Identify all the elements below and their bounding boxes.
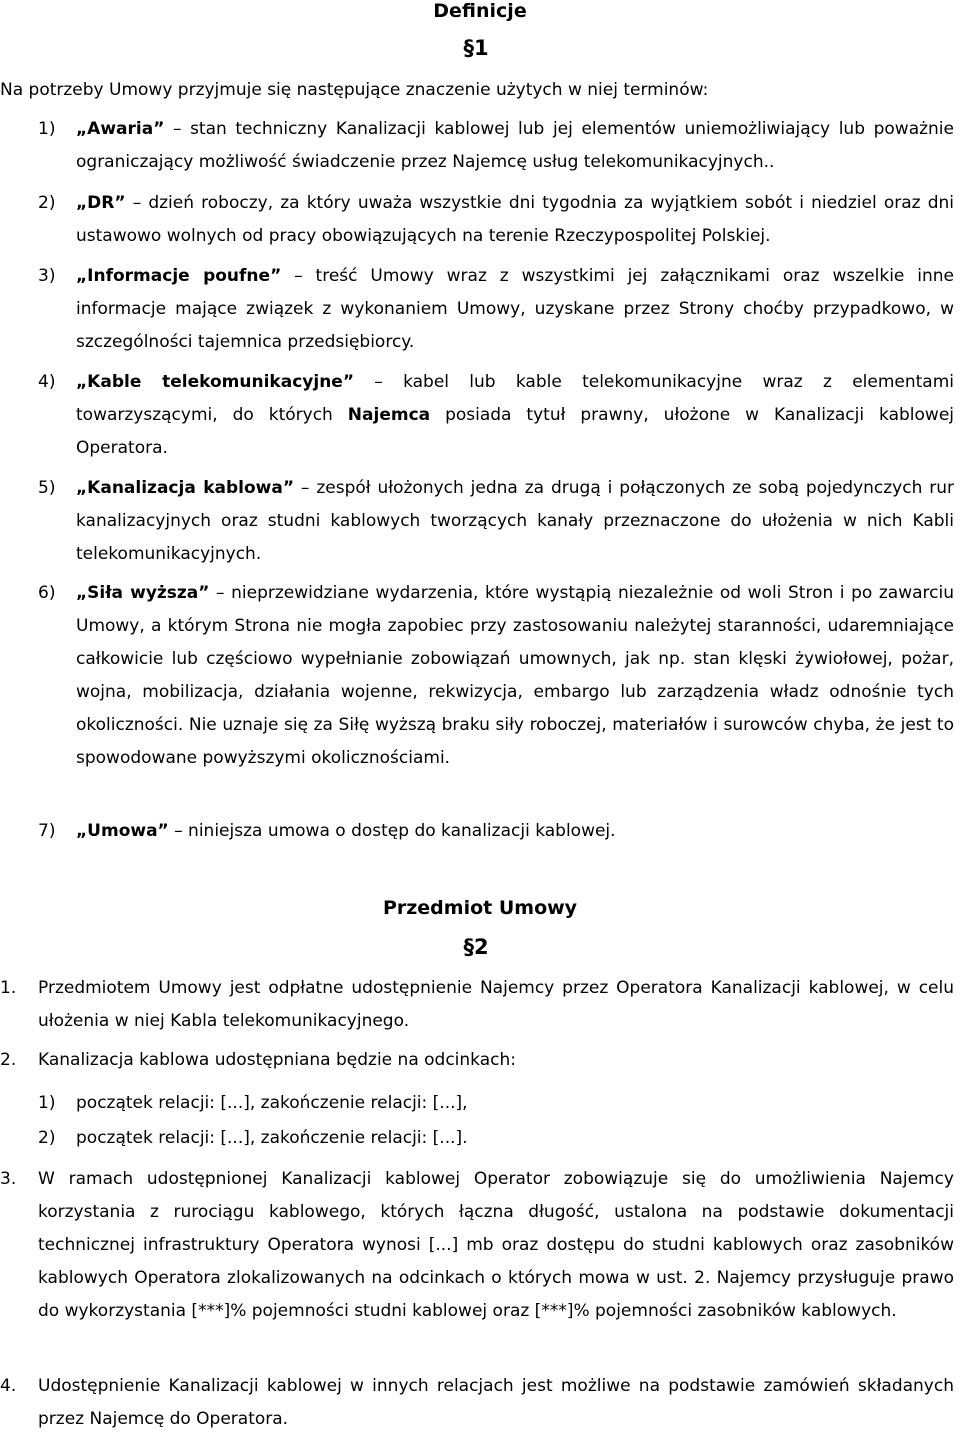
definition-item	[76, 260, 954, 359]
definition-item	[76, 113, 954, 179]
definition-separator: –	[281, 266, 316, 286]
subpoint-number: 2)	[38, 1128, 56, 1148]
item-number: 2)	[38, 193, 56, 213]
subpoint-text: początek relacji: [...], zakończenie relacji: [...].	[76, 1128, 468, 1148]
definition-bold-word: Najemca	[347, 405, 431, 425]
definition-term: „Informacje poufne”	[76, 266, 282, 286]
subpoint-number: 1)	[38, 1093, 56, 1113]
point-text: Przedmiotem Umowy jest odpłatne udostępnienie Najemcy przez Operatora Kanalizacji kablowej, w celu ułożenia w niej Kabla telekomunikacyjnego.	[38, 978, 954, 1031]
definition-term: „Awaria”	[76, 119, 165, 139]
point-number: 2.	[0, 1050, 17, 1070]
definition-term: „Siła wyższa”	[76, 583, 210, 603]
definition-text: nieprzewidziane wydarzenia, które wystąpią niezależnie od woli Stron i po zawarciu Umowy, a którym Strona nie mogła zapobiec przy zastosowaniu należytej staranności, udaremniające całkowicie lub częściowo wypełnianie zobowiązań umownych, jak np. stan klęski żywiołowej, pożar, wojna, mobilizacja, działania wojenne, rekwizycja, embargo lub zarządzenia władz odnośnie tych okoliczności. Nie uznaje się za Siłę wyższą braku siły roboczej, materiałów i surowców chyba, że jest to spowodowane powyższymi okolicznościami.	[76, 583, 955, 768]
point-text: Udostępnienie Kanalizacji kablowej w innych relacjach jest możliwe na podstawie zamówień składanych przez Najemcę do Operatora.	[38, 1376, 954, 1429]
point-number: 1.	[0, 978, 17, 998]
item-number: 4)	[38, 372, 56, 392]
definition-term: „DR”	[76, 193, 126, 213]
definition-term: „Kable telekomunikacyjne”	[76, 372, 354, 392]
point-text: W ramach udostępnionej Kanalizacji kablowej Operator zobowiązuje się do umożliwienia Najemcy korzystania z rurociągu kablowego, których łączna długość, ustalona na podstawie dokumentacji technicznej infrastruktury Operatora wynosi [...] mb oraz dostępu do studni kablowych oraz zasobników kablowych Operatora zlokalizowanych na odcinkach o których mowa w ust. 2. Najemcy przysługuje prawo do wykorzystania [***]% pojemności studni kablowej oraz [***]% pojemności zasobników kablowych.	[38, 1169, 954, 1321]
definition-item	[76, 366, 954, 465]
definition-separator: –	[209, 583, 232, 603]
intro-text: Na potrzeby Umowy przyjmuje się następujące znaczenie użytych w niej terminów:	[0, 80, 709, 100]
definition-text: zespół ułożonych jedna za drugą i połączonych ze sobą pojedynczych rur kanalizacyjnych oraz studni kablowych tworzących kanały przeznaczone do ułożenia w nich Kabli telekomunikacyjnych.	[76, 478, 955, 564]
definition-separator: –	[125, 193, 149, 213]
definition-separator: –	[294, 478, 317, 498]
definition-separator: –	[168, 821, 189, 841]
item-number: 5)	[38, 478, 56, 498]
section-title: Definicje	[433, 0, 527, 22]
definition-item	[76, 187, 954, 253]
subpoint-text: początek relacji: [...], zakończenie relacji: [...],	[76, 1093, 468, 1113]
definition-item	[76, 815, 954, 848]
definition-text: posiada tytuł prawny, ułożone w Kanalizacji kablowej Operatora.	[76, 405, 954, 458]
item-number: 6)	[38, 583, 56, 603]
item-number: 7)	[38, 821, 56, 841]
definition-text: stan techniczny Kanalizacji kablowej lub jej elementów uniemożliwiający lub poważnie ograniczający możliwość świadczenie przez Najemcę usług telekomunikacyjnych..	[76, 119, 954, 172]
section-title: Przedmiot Umowy	[382, 897, 578, 919]
point-text: Kanalizacja kablowa udostępniana będzie na odcinkach:	[38, 1050, 516, 1070]
definition-item	[76, 577, 954, 775]
definition-term: „Kanalizacja kablowa”	[76, 478, 295, 498]
point-number: 4.	[0, 1376, 17, 1396]
item-number: 3)	[38, 266, 56, 286]
definition-separator: –	[354, 372, 404, 392]
definition-text: kabel lub kable telekomunikacyjne wraz z elementami towarzyszącymi, do których	[76, 372, 954, 425]
definition-term: „Umowa”	[76, 821, 169, 841]
item-number: 1)	[38, 119, 56, 139]
section-mark: §2	[463, 935, 489, 959]
definition-item	[76, 472, 954, 571]
definition-separator: –	[164, 119, 191, 139]
definition-text: dzień roboczy, za który uważa wszystkie dni tygodnia za wyjątkiem sobót i niedziel oraz dni ustawowo wolnych od pracy obowiązujących na terenie Rzeczypospolitej Polskiej.	[76, 193, 954, 246]
definition-text: niniejsza umowa o dostęp do kanalizacji kablowej.	[188, 821, 616, 841]
definition-text: treść Umowy wraz z wszystkimi jej załącznikami oraz wszelkie inne informacje mające związek z wykonaniem Umowy, uzyskane przez Strony choćby przypadkowo, w szczególności tajemnica przedsiębiorcy.	[76, 266, 955, 352]
point-number: 3.	[0, 1169, 17, 1189]
section-mark: §1	[463, 36, 489, 60]
